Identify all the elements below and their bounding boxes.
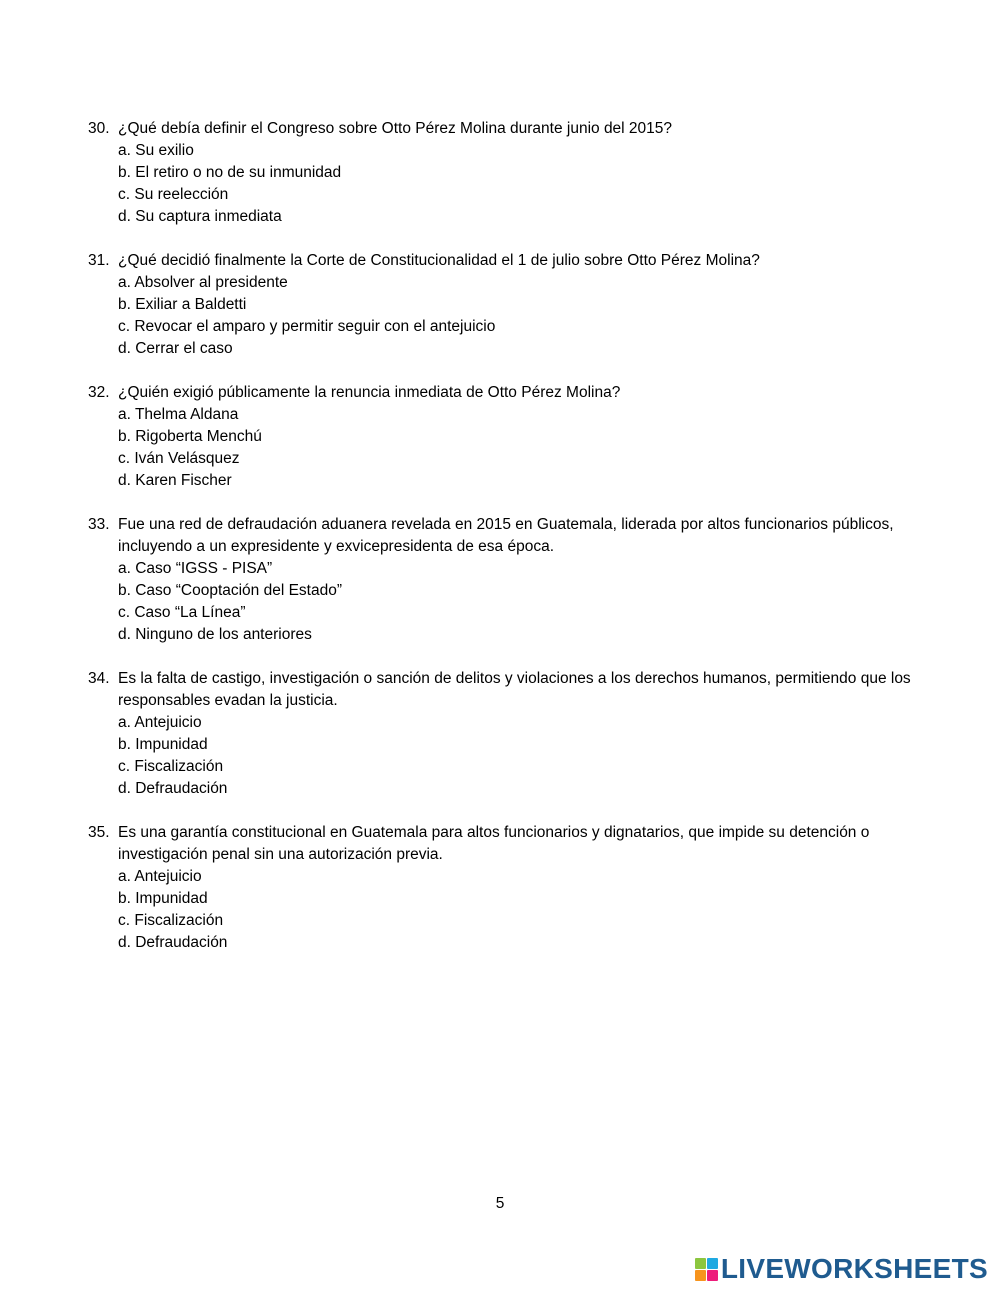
question-stem xyxy=(88,118,918,140)
answer-option-b[interactable]: b. Impunidad xyxy=(118,890,208,907)
question-number: 35. xyxy=(88,824,110,841)
question-31 xyxy=(88,250,918,360)
answer-option-d[interactable]: d. Defraudación xyxy=(118,780,228,797)
answer-option-c[interactable]: c. Iván Velásquez xyxy=(118,450,240,467)
answer-option-a[interactable]: a. Su exilio xyxy=(118,142,194,159)
answer-options xyxy=(88,404,918,492)
question-number: 33. xyxy=(88,516,110,533)
question-34 xyxy=(88,668,918,800)
answer-options xyxy=(88,558,918,646)
question-text: ¿Quién exigió públicamente la renuncia inmediata de Otto Pérez Molina? xyxy=(118,384,621,401)
answer-option-d[interactable]: d. Ninguno de los anteriores xyxy=(118,626,312,643)
question-number: 30. xyxy=(88,120,110,137)
question-33 xyxy=(88,514,918,646)
logo-square-orange xyxy=(695,1270,706,1281)
answer-option-d[interactable]: d. Defraudación xyxy=(118,934,228,951)
question-text: ¿Qué decidió finalmente la Corte de Constitucionalidad el 1 de julio sobre Otto Pérez Molina? xyxy=(118,252,760,269)
answer-options xyxy=(88,866,918,954)
answer-option-a[interactable]: a. Caso “IGSS - PISA” xyxy=(118,560,273,577)
question-stem xyxy=(88,250,918,272)
answer-option-d[interactable]: d. Karen Fischer xyxy=(118,472,232,489)
answer-options xyxy=(88,140,918,228)
answer-options xyxy=(88,712,918,800)
question-list xyxy=(88,118,918,976)
answer-option-c[interactable]: c. Revocar el amparo y permitir seguir con el antejuicio xyxy=(118,318,496,335)
question-number: 34. xyxy=(88,670,110,687)
answer-option-c[interactable]: c. Su reelección xyxy=(118,186,229,203)
question-text: Fue una red de defraudación aduanera revelada en 2015 en Guatemala, liderada por altos funcionarios públicos, incluyendo a un expresidente y exvicepresidenta de esa época. xyxy=(118,516,894,555)
question-stem xyxy=(88,514,918,558)
liveworksheets-brand[interactable] xyxy=(695,1254,988,1284)
question-32 xyxy=(88,382,918,492)
question-35 xyxy=(88,822,918,954)
answer-option-d[interactable]: d. Su captura inmediata xyxy=(118,208,282,225)
brand-name: LIVEWORKSHEETS xyxy=(720,1253,988,1284)
answer-option-b[interactable]: b. El retiro o no de su inmunidad xyxy=(118,164,342,181)
question-stem xyxy=(88,822,918,866)
question-text: Es una garantía constitucional en Guatemala para altos funcionarios y dignatarios, que impide su detención o investigación penal sin una autorización previa. xyxy=(118,824,870,863)
answer-option-a[interactable]: a. Antejuicio xyxy=(118,868,202,885)
page-number: 5 xyxy=(495,1195,505,1212)
answer-option-b[interactable]: b. Exiliar a Baldetti xyxy=(118,296,247,313)
logo-square-pink xyxy=(707,1270,718,1281)
answer-option-b[interactable]: b. Impunidad xyxy=(118,736,208,753)
answer-option-c[interactable]: c. Fiscalización xyxy=(118,912,224,929)
question-number: 32. xyxy=(88,384,110,401)
answer-option-c[interactable]: c. Fiscalización xyxy=(118,758,224,775)
answer-option-a[interactable]: a. Antejuicio xyxy=(118,714,202,731)
question-30 xyxy=(88,118,918,228)
answer-option-a[interactable]: a. Absolver al presidente xyxy=(118,274,288,291)
logo-square-blue xyxy=(707,1258,718,1269)
answer-option-a[interactable]: a. Thelma Aldana xyxy=(118,406,239,423)
question-text: Es la falta de castigo, investigación o sanción de delitos y violaciones a los derechos humanos, permitiendo que los responsables evadan la justicia. xyxy=(118,670,911,709)
answer-options xyxy=(88,272,918,360)
answer-option-c[interactable]: c. Caso “La Línea” xyxy=(118,604,246,621)
question-stem xyxy=(88,382,918,404)
answer-option-b[interactable]: b. Rigoberta Menchú xyxy=(118,428,262,445)
answer-option-d[interactable]: d. Cerrar el caso xyxy=(118,340,233,357)
liveworksheets-logo-icon xyxy=(695,1258,718,1281)
answer-option-b[interactable]: b. Caso “Cooptación del Estado” xyxy=(118,582,343,599)
question-number: 31. xyxy=(88,252,110,269)
question-stem xyxy=(88,668,918,712)
question-text: ¿Qué debía definir el Congreso sobre Otto Pérez Molina durante junio del 2015? xyxy=(118,120,673,137)
logo-square-green xyxy=(695,1258,706,1269)
